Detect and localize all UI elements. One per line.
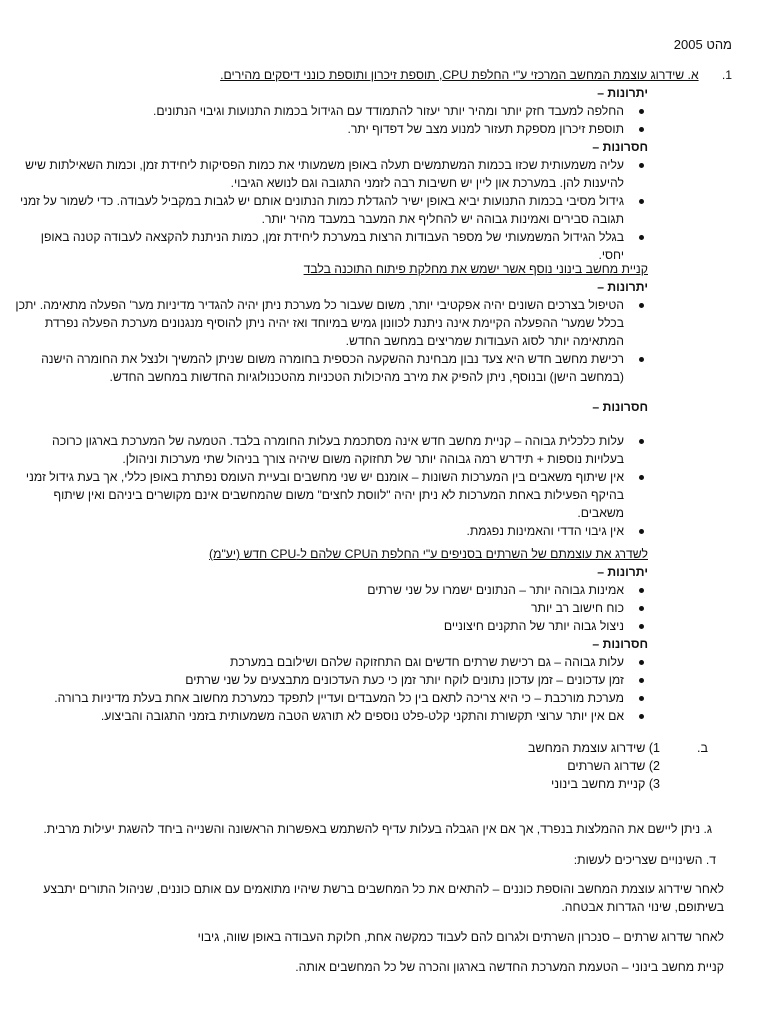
list-item: הטיפול בצרכים השונים יהיה אפקטיבי יותר, משום שעבור כל מערכת ניתן יהיה להגדיר מדיניות מער' הפעלה מתאימה. יתכן בכלל שמער' ההפעלה הקיימת אינה ניתנת לכוונון גמיש במיוחד ואז יהיה ניתן להוסיף מנגנונים מערכת הפעלה נפרדת המתאימה יותר לסוג העבודות שמריצים במחשב החדש. [12,296,648,350]
disadvantages-label: חסרונות – [592,400,648,414]
advantages-label: יתרונות – [597,565,648,579]
list-item: החלפה למעבד חזק יותר ומהיר יותר יעזור להתמודד עם הגידול בכמות התנועות וגיבוי הנתונים. [36,102,648,120]
list-item: מערכת מורכבת – כי היא צריכה לתאם בין כל המעבדים ועדיין לתפקד כמערכת מחשוב אחת בעלת מדיניות ברורה. [48,689,648,707]
disadvantages-label: חסרונות – [592,140,648,154]
disadvantages-list [16,156,648,264]
advantages-list [36,102,648,138]
list-item: 2) שדרוג השרתים [567,759,660,773]
part-b-list [528,739,660,793]
list-item: גידול מסיבי בכמות התנועות יביא באופן ישיר להגדלת כמות הנתונים אותם יש לגבות במקביל לעבודה. כדי לשמור על זמני תגובה סבירים ואמינות גבוהה יש להחליף את המעבר במעבד מהיר יותר. [16,192,648,228]
list-item: עלות גבוהה – גם רכישת שרתים חדשים וגם התחזוקה שלהם ושילובם במערכת [48,653,648,671]
option-3-title: לשדרג את עוצמתם של השרתים בסניפים ע"י החלפת הCPU שלהם ל-CPU חדש (יע"מ) [209,547,648,561]
option-a-title: א. שידרוג עוצמת המחשב המרכזי ע"י החלפת CPU, תוספת זיכרון ותוספת כונני דיסקים מהירים. [220,68,699,82]
question-1-section [19,66,732,264]
part-d-paragraph-2: לאחר שדרוג שרתים – סנכרון השרתים ולגרום להם לעבוד כמקשה אחת, חלוקת העבודה באופן שווה, גיבוי [197,930,724,944]
advantages-label: יתרונות – [597,86,648,100]
part-d-paragraph-1: לאחר שידרוג עוצמת המחשב והוספת כוננים – להתאים את כל המחשבים ברשת שיהיו מתואמים עם אותם כוננים, שניהול התורים יתבצע בשיתופם, שינוי הגדרות אבטחה. [43,882,724,914]
option-2-section [15,260,648,540]
disadvantages-list [12,432,648,540]
page-header: מהט 2005 [673,37,732,52]
list-item: אמינות גבוהה יותר – הנתונים ישמרו על שני שרתים [48,581,648,599]
advantages-list [12,296,648,386]
list-item: עלות כלכלית גבוהה – קניית מחשב חדש אינה מסתכמת בעלות החומרה בלבד. הטמעה של המערכת בארגון כרוכה בעלויות נוספות + תידרש רמה גבוהה יותר של תחזוקה משום שיהיה צורך בניהול שתי מערכות וניהולן. [12,432,648,468]
part-b-label: ב. [697,741,708,755]
list-item: אין שיתוף משאבים בין המערכות השונות – אומנם יש שני מחשבים ובעיית העומס נפתרת באופן כללי, אך בעת גידול זמני בהיקף הפעילות באחת המערכות לא ניתן יהיה "לווסת לחצים" משום שהמחשבים אינם מקושרים ביניהם ואין שיתוף משאבים. [12,468,648,522]
list-item: אין גיבוי הדדי והאמינות נפגמת. [12,522,648,540]
list-item: רכישת מחשב חדש היא צעד נבון מבחינת ההשקעה הכספית בחומרה משום שניתן להמשיך ולנצל את החומרה הישנה (במחשב הישן) ובנוסף, ניתן להפיק את מירב מהיכולות הטכניות מהטכנולוגיות החדשות במחשב החדש. [12,350,648,386]
question-1-title-row [36,66,732,84]
list-item: כוח חישוב רב יותר [48,599,648,617]
list-item: זמן עדכונים – זמן עדכון נתונים לוקח יותר זמן כי כעת העדכונים מתבצעים על שני שרתים [48,671,648,689]
advantages-list [48,581,648,635]
part-d-title: ד. השינויים שצריכים לעשות: [573,853,716,867]
question-number: 1. [721,68,732,82]
disadvantages-list [48,653,648,725]
list-item: 3) קניית מחשב בינוני [550,777,660,791]
advantages-label: יתרונות – [597,280,648,294]
disadvantages-label: חסרונות – [592,637,648,651]
part-c-text: ג. ניתן ליישם את ההמלצות בנפרד, אך אם אין הגבלה בעלות עדיף להשתמש באפשרות הראשונה והשנייה ביחד להשגת יעילות מרבית. [43,822,712,836]
list-item: תוספת זיכרון מספקת תעזור למנוע מצב של דפדוף יתר. [36,120,648,138]
list-item: עליה משמעותית שכזו בכמות המשתמשים תעלה באופן משמעותי את כמות הפסיקות ליחידת זמן, וכמות השאילתות שיש להיענות להן. במערכת און ליין יש חשיבות רבה לזמני התגובה וגם לנושא הגיבוי. [16,156,648,192]
list-item: 1) שידרוג עוצמת המחשב [528,741,660,755]
option-3-section [48,545,648,725]
list-item: בגלל הגידול המשמעותי של מספר העבודות הרצות במערכת ליחידת זמן, כמות הניתנת להקצאה לעבודה קטנה באופן יחסי. [16,228,648,264]
option-2-title: קניית מחשב בינוני נוסף אשר ישמש את מחלקת פיתוח התוכנה בלבד [303,262,648,276]
list-item: ניצול גבוה יותר של התקנים חיצוניים [48,617,648,635]
part-d-paragraph-3: קניית מחשב בינוני – הטעמת המערכת החדשה בארגון והכרה של כל המחשבים אותה. [295,960,724,974]
list-item: אם אין יותר ערוצי תקשורת והתקני קלט-פלט נוספים לא תורגש הטבה משמעותית בזמני התגובה והביצוע. [48,707,648,725]
